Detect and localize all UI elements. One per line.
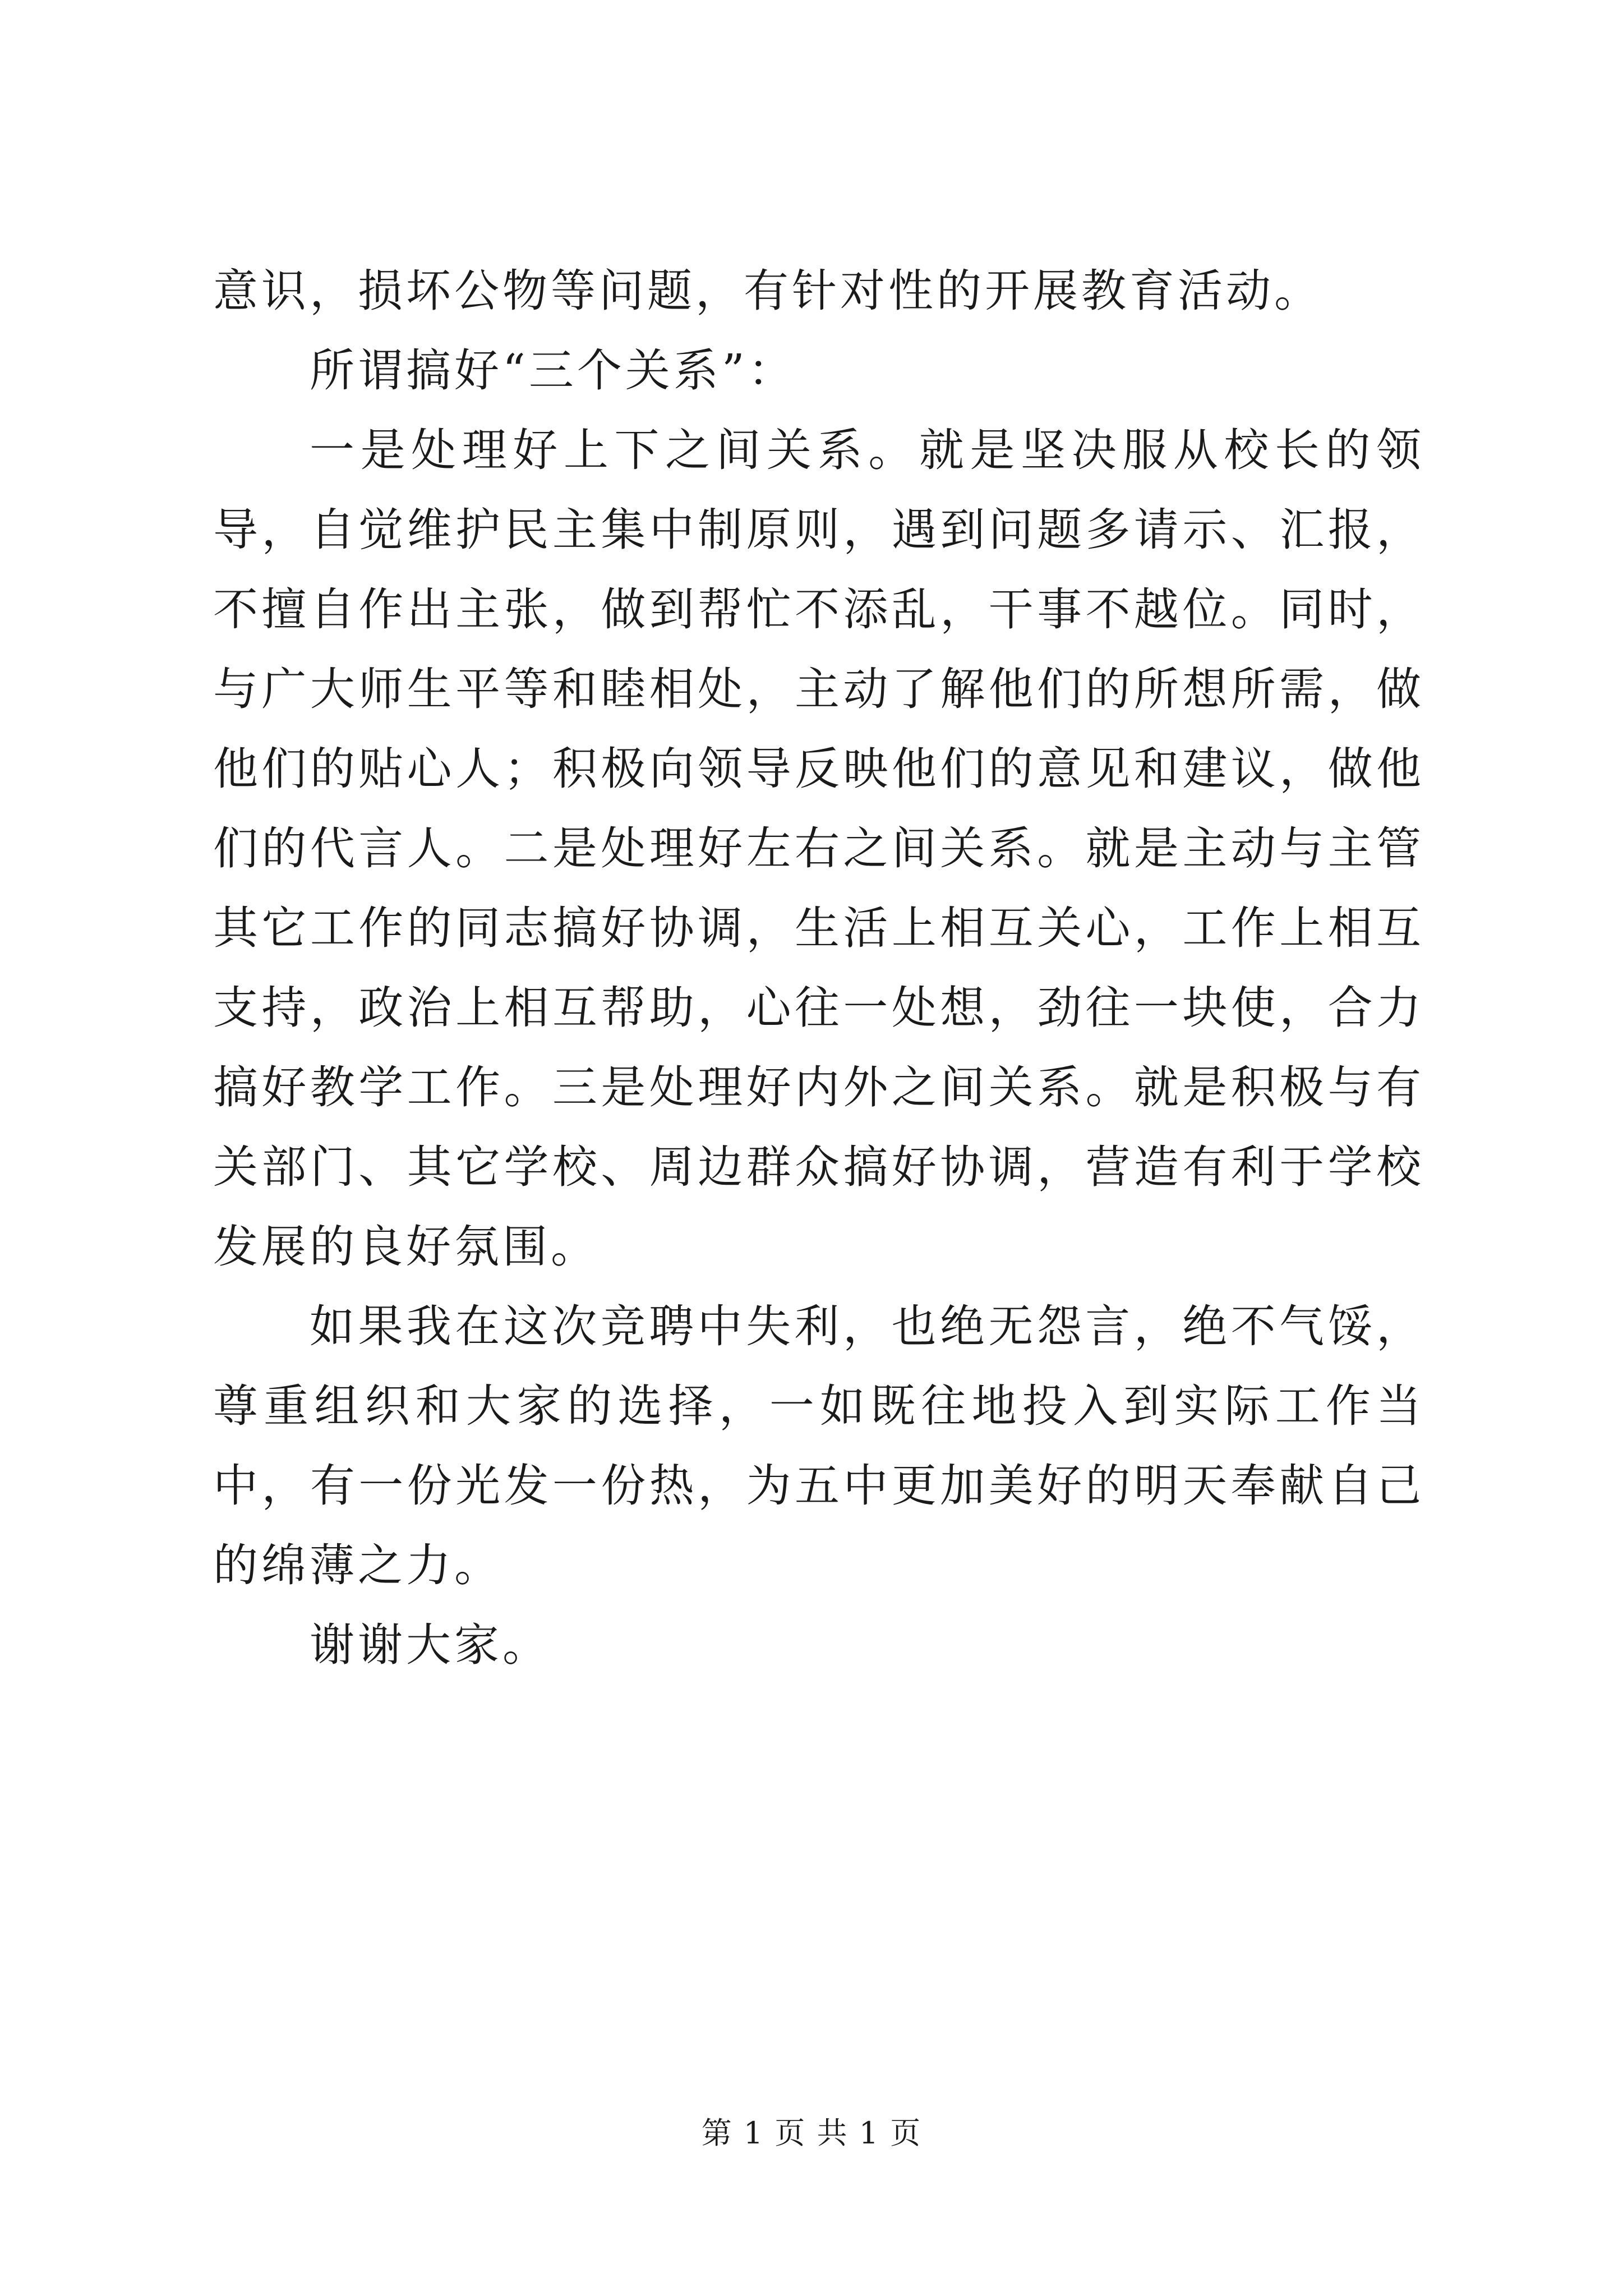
page-number-footer: 第 1 页 共 1 页	[701, 2115, 922, 2151]
document-body	[213, 251, 1424, 1685]
paragraph-thanks: 谢谢大家。	[310, 1619, 551, 1671]
paragraph-three-relations-detail: 一是处理好上下之间关系。就是坚决服从校长的领导，自觉维护民主集中制原则，遇到问题多请示、汇报，不擅自作出主张，做到帮忙不添乱，干事不越位。同时，与广大师生平等和睦相处，主动了解他们的所想所需，做他们的贴心人；积极向领导反映他们的意见和建议，做他们的代言人。二是处理好左右之间关系。就是主动与主管其它工作的同志搞好协调，生活上相互关心，工作上相互支持，政治上相互帮助，心往一处想，劲往一块使，合力搞好教学工作。三是处理好内外之间关系。就是积极与有关部门、其它学校、周边群众搞好协调，营造有利于学校发展的良好氛围。	[213, 424, 1424, 1273]
paragraph-continuation: 意识，损坏公物等问题，有针对性的开展教育活动。	[213, 265, 1322, 317]
paragraph-if-fail: 如果我在这次竞聘中失利，也绝无怨言，绝不气馁，尊重组织和大家的选择，一如既往地投入到实际工作当中，有一份光发一份热，为五中更加美好的明天奉献自己的绵薄之力。	[213, 1300, 1424, 1591]
paragraph-three-relations-intro: 所谓搞好“三个关系”：	[310, 344, 796, 397]
